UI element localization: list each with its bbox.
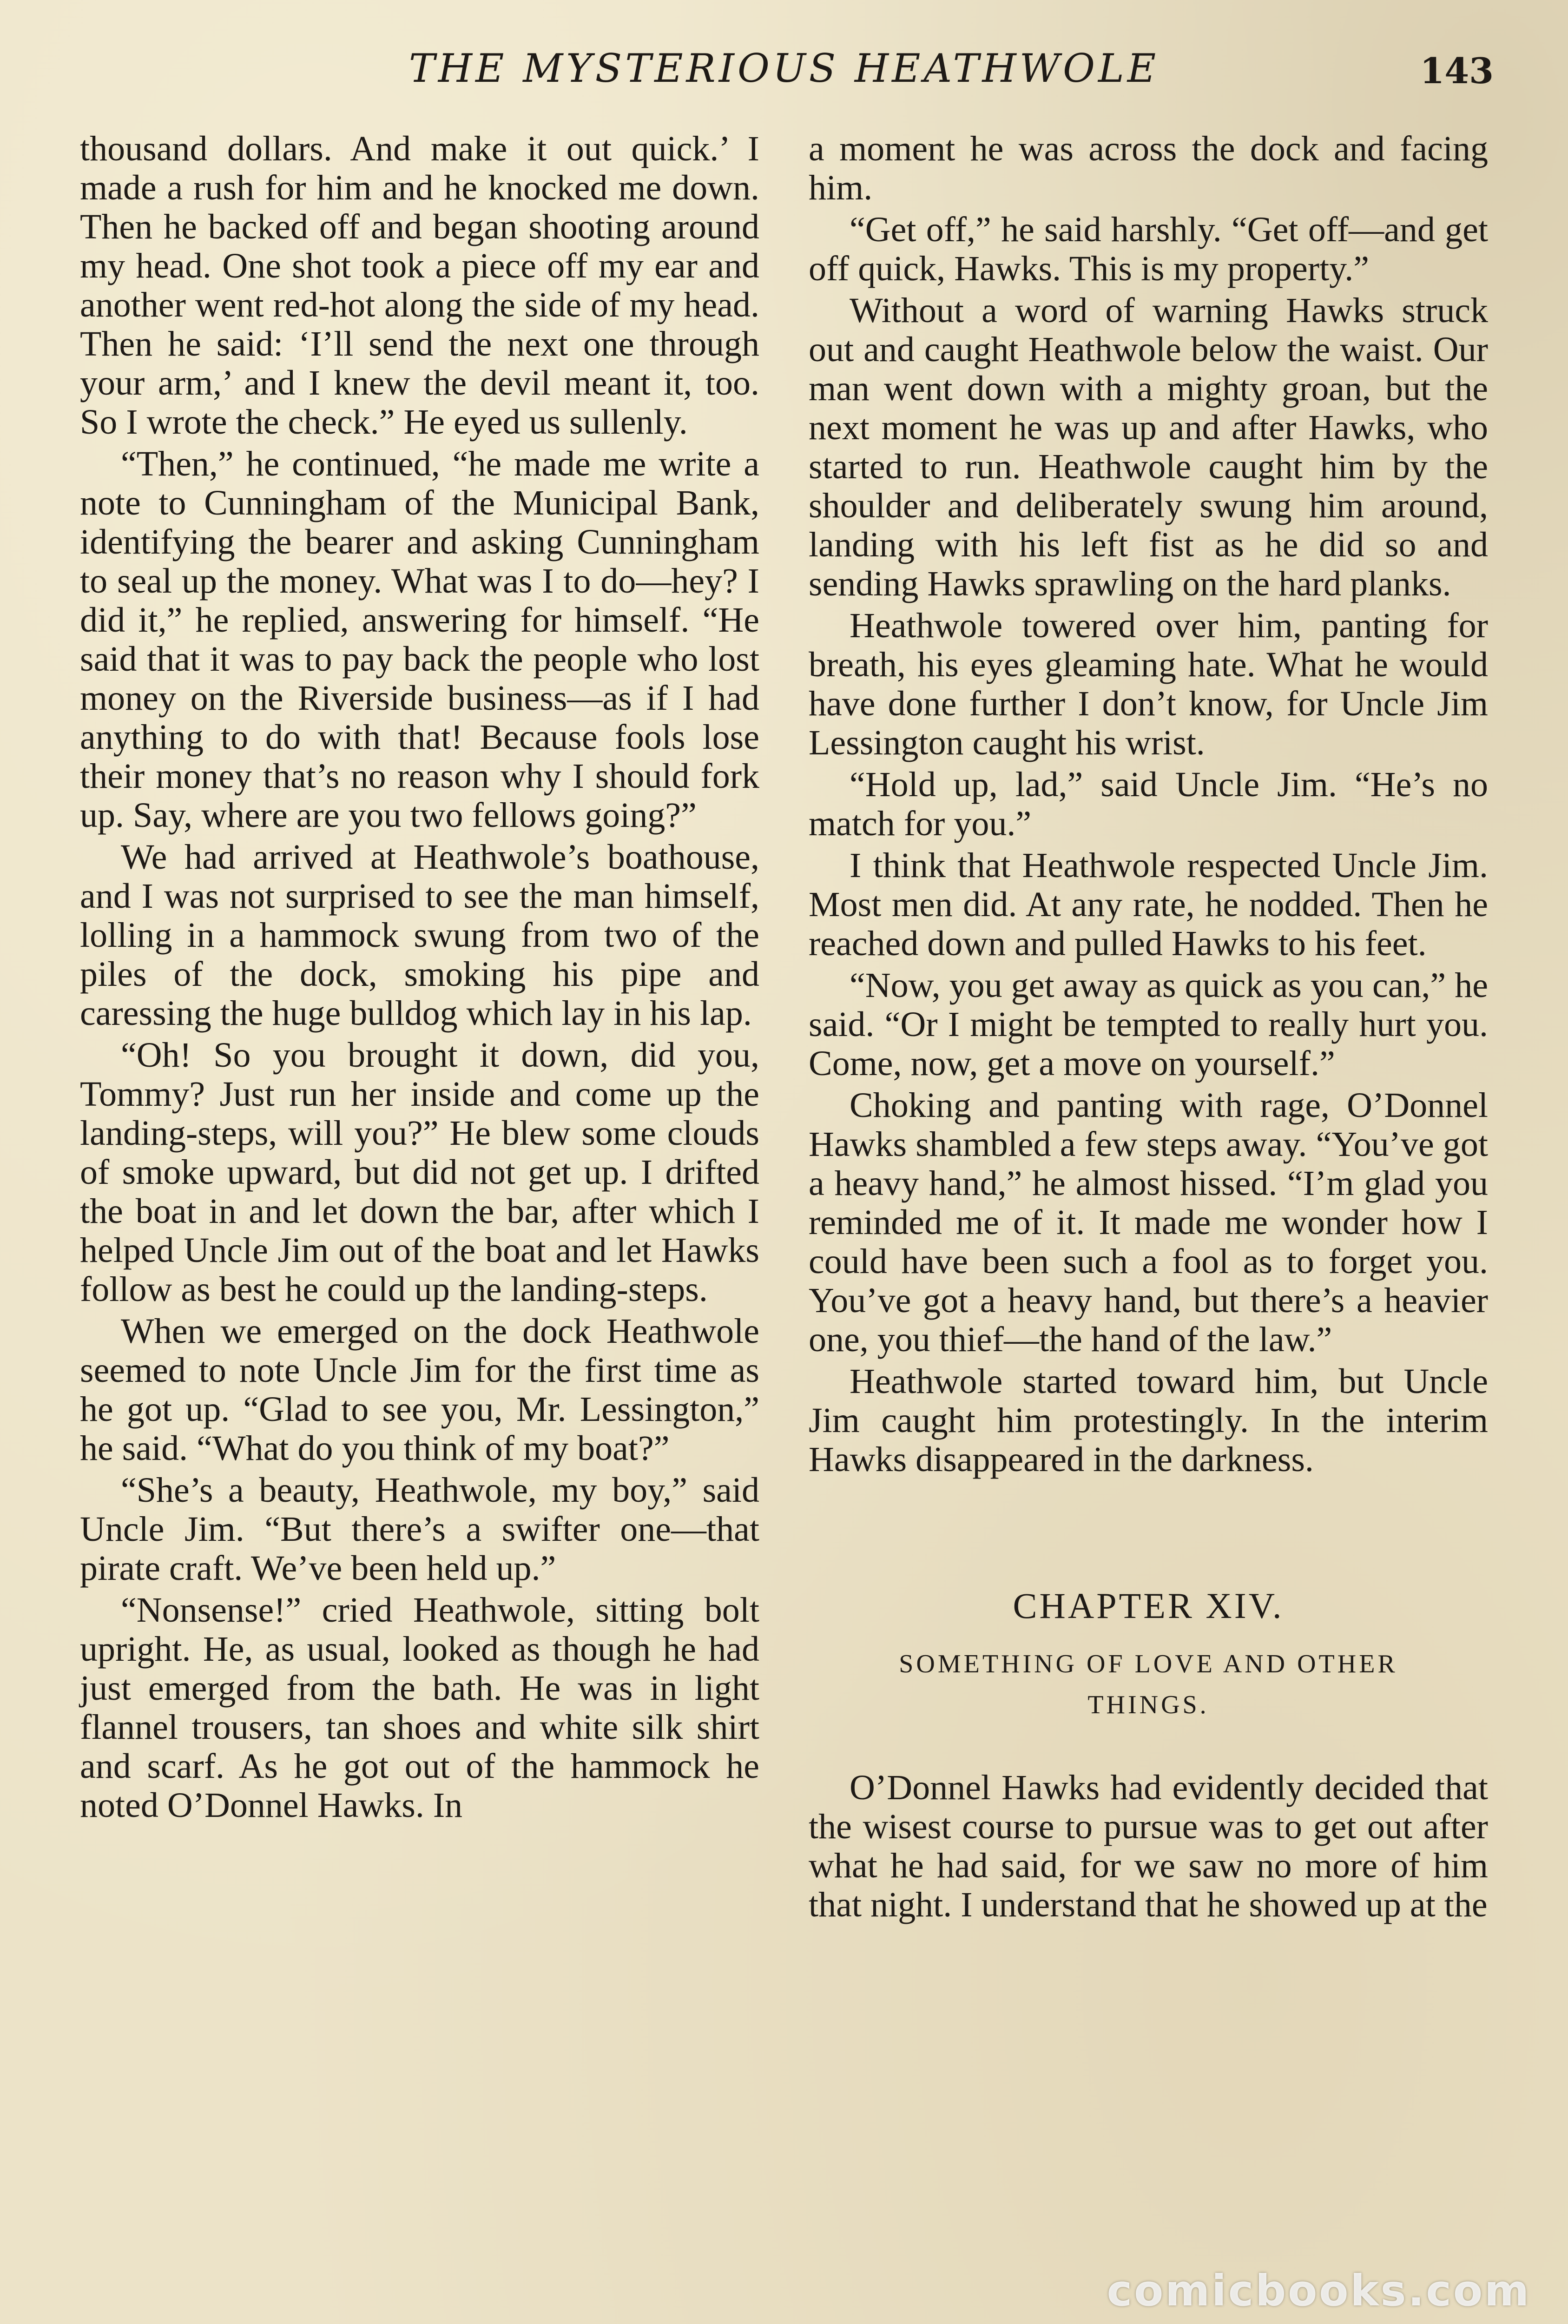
paragraph: Choking and panting with rage, O’Donnel Hawks shambled a few steps away. “You’ve got a heavy hand,” he almost hissed. “I’m glad you reminded me of it. It made me wonder how I could have been such a fool as to forget you. You’ve got a heavy hand, but there’s a heavier one, you thief—the hand of the law.” <box>809 1086 1488 1359</box>
paragraph: “Now, you get away as quick as you can,” he said. “Or I might be tempted to really hurt you. Come, now, get a move on yourself.” <box>809 966 1488 1083</box>
paragraph: “Nonsense!” cried Heathwole, sitting bolt upright. He, as usual, looked as though he had just emerged from the bath. He was in light flannel trousers, tan shoes and white silk shirt and scarf. As he got out of the hammock he noted O’Donnel Hawks. In <box>80 1591 759 1825</box>
paragraph: O’Donnel Hawks had evidently decided that the wisest course to pursue was to get out after what he had said, for we saw no more of him that night. I understand that he showed up at the <box>809 1768 1488 1924</box>
paragraph: Without a word of warning Hawks struck out and caught Heathwole below the waist. Our man went down with a mighty groan, but the next moment he was up and after Hawks, who started to run. Heathwole caught him by the shoulder and deliberately swung him around, landing with his left fist as he did so and sending Hawks sprawling on the hard planks. <box>809 291 1488 603</box>
running-head <box>0 38 1568 108</box>
paragraph: Heathwole started toward him, but Uncle Jim caught him protestingly. In the interim Hawks disappeared in the darkness. <box>809 1362 1488 1479</box>
paragraph: “Get off,” he said harshly. “Get off—and get off quick, Hawks. This is my property.” <box>809 210 1488 288</box>
running-title: THE MYSTERIOUS HEATHWOLE <box>408 46 1160 91</box>
paragraph: When we emerged on the dock Heathwole seemed to note Uncle Jim for the first time as he got up. “Glad to see you, Mr. Lessington,” he said. “What do you think of my boat?” <box>80 1312 759 1468</box>
paragraph: “She’s a beauty, Heathwole, my boy,” said Uncle Jim. “But there’s a swifter one—that pirate craft. We’ve been held up.” <box>80 1471 759 1588</box>
chapter-heading: CHAPTER XIV. <box>1013 1585 1284 1626</box>
paragraph: “Oh! So you brought it down, did you, Tommy? Just run her inside and come up the landing-steps, will you?” He blew some clouds of smoke upward, but did not get up. I drifted the boat in and let down the bar, after which I helped Uncle Jim out of the boat and let Hawks follow as best he could up the landing-steps. <box>80 1036 759 1309</box>
paragraph: We had arrived at Heathwole’s boathouse, and I was not surprised to see the man himself, lolling in a hammock swung from two of the piles of the dock, smoking his pipe and caressing the huge bulldog which lay in his lap. <box>80 838 759 1033</box>
watermark: comicbooks.com <box>1107 2266 1531 2316</box>
page-number: 143 <box>1420 50 1494 92</box>
paragraph: thousand dollars. And make it out quick.’ I made a rush for him and he knocked me down. Then he backed off and began shooting around my head. One shot took a piece off my ear and another went red-hot along the side of my head. Then he said: ‘I’ll send the next one through your arm,’ and I knew the devil meant it, too. So I wrote the check.” He eyed us sullenly. <box>80 129 759 442</box>
left-column <box>80 129 759 1825</box>
paragraph: I think that Heathwole respected Uncle Jim. Most men did. At any rate, he nodded. Then he reached down and pulled Hawks to his feet. <box>809 846 1488 963</box>
paragraph: a moment he was across the dock and facing him. <box>809 129 1488 207</box>
right-column <box>809 129 1488 1924</box>
chapter-subtitle: SOMETHING OF LOVE AND OTHER THINGS. <box>899 1650 1398 1719</box>
paragraph: “Then,” he continued, “he made me write a note to Cunningham of the Municipal Bank, identifying the bearer and asking Cunningham to seal up the money. What was I to do—hey? I did it,” he replied, answering for himself. “He said that it was to pay back the people who lost money on the Riverside business—as if I had anything to do with that! Because fools lose their money that’s no reason why I should fork up. Say, where are you two fellows going?” <box>80 444 759 835</box>
paragraph: “Hold up, lad,” said Uncle Jim. “He’s no match for you.” <box>809 765 1488 843</box>
paragraph: Heathwole towered over him, panting for breath, his eyes gleaming hate. What he would have done further I don’t know, for Uncle Jim Lessington caught his wrist. <box>809 606 1488 762</box>
